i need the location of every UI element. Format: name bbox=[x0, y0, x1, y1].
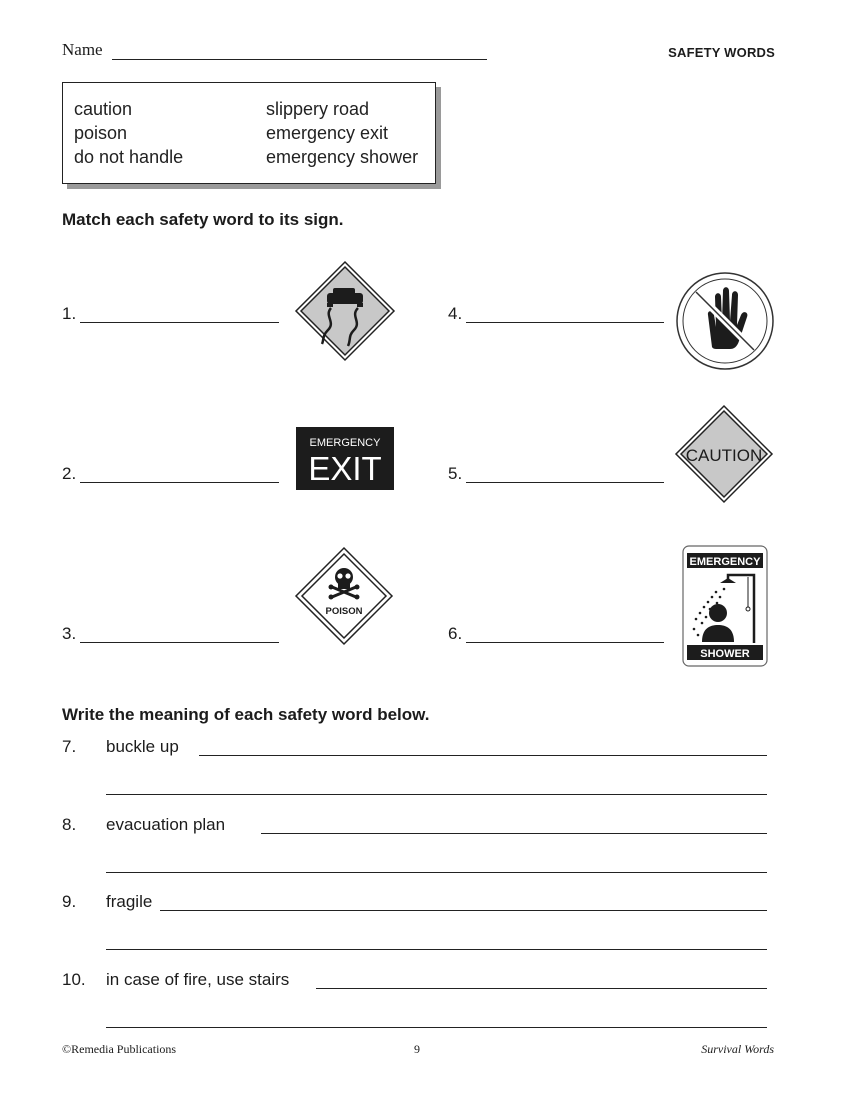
meaning-answer-field[interactable] bbox=[199, 755, 767, 756]
caution-sign-icon bbox=[674, 404, 774, 504]
do-not-handle-sign-icon bbox=[674, 271, 776, 371]
meaning-item-number: 8. bbox=[62, 815, 77, 834]
word-bank bbox=[62, 82, 436, 184]
emergency-exit-sign-icon bbox=[296, 427, 394, 490]
footer-publisher: ©Remedia Publications bbox=[62, 1042, 177, 1056]
match-item-number: 5. bbox=[448, 464, 463, 483]
match-answer-field[interactable] bbox=[466, 482, 664, 483]
slippery-road-sign-icon bbox=[294, 260, 396, 362]
name-field[interactable] bbox=[112, 59, 487, 60]
match-instruction: Match each safety word to its sign. bbox=[62, 210, 344, 229]
word-bank-item: do not handle bbox=[74, 147, 184, 167]
meaning-item-word: in case of fire, use stairs bbox=[106, 970, 290, 989]
shower-sign-top-text: EMERGENCY bbox=[689, 556, 761, 568]
match-item-number: 2. bbox=[62, 464, 77, 483]
exit-sign-top-text: EMERGENCY bbox=[309, 437, 381, 449]
meaning-answer-field[interactable] bbox=[316, 988, 767, 989]
meaning-answer-field[interactable] bbox=[106, 872, 767, 873]
match-item-number: 4. bbox=[448, 304, 463, 323]
match-item-number: 6. bbox=[448, 624, 463, 643]
meaning-answer-field[interactable] bbox=[106, 794, 767, 795]
meaning-instruction: Write the meaning of each safety word below. bbox=[62, 705, 430, 724]
meaning-answer-field[interactable] bbox=[106, 1027, 767, 1028]
page-title: SAFETY WORDS bbox=[668, 45, 775, 60]
meaning-answer-field[interactable] bbox=[106, 949, 767, 950]
match-answer-field[interactable] bbox=[80, 322, 279, 323]
emergency-shower-sign-icon bbox=[682, 545, 768, 667]
meaning-item-word: evacuation plan bbox=[106, 815, 226, 834]
match-answer-field[interactable] bbox=[80, 642, 279, 643]
page-number: 9 bbox=[414, 1042, 420, 1056]
match-item-number: 3. bbox=[62, 624, 77, 643]
match-answer-field[interactable] bbox=[466, 322, 664, 323]
poison-sign-icon bbox=[294, 546, 394, 646]
caution-sign-text: CAUTION bbox=[685, 446, 763, 465]
match-answer-field[interactable] bbox=[80, 482, 279, 483]
match-item-number: 1. bbox=[62, 304, 77, 323]
word-bank-item: emergency exit bbox=[266, 123, 389, 143]
match-answer-field[interactable] bbox=[466, 642, 664, 643]
word-bank-item: emergency shower bbox=[266, 147, 419, 167]
meaning-answer-field[interactable] bbox=[160, 910, 767, 911]
shower-sign-bottom-text: SHOWER bbox=[700, 648, 750, 660]
meaning-item-number: 10. bbox=[62, 970, 86, 989]
exit-sign-main-text: EXIT bbox=[308, 450, 382, 487]
word-bank-item: caution bbox=[74, 99, 133, 119]
meaning-item-word: fragile bbox=[106, 892, 153, 911]
word-bank-item: poison bbox=[74, 123, 128, 143]
meaning-answer-field[interactable] bbox=[261, 833, 767, 834]
name-label: Name bbox=[62, 40, 103, 59]
meaning-item-number: 7. bbox=[62, 737, 77, 756]
meaning-item-number: 9. bbox=[62, 892, 77, 911]
word-bank-item: slippery road bbox=[266, 99, 370, 119]
footer-book-title: Survival Words bbox=[701, 1042, 774, 1056]
meaning-item-word: buckle up bbox=[106, 737, 179, 756]
poison-sign-text: POISON bbox=[325, 606, 363, 617]
